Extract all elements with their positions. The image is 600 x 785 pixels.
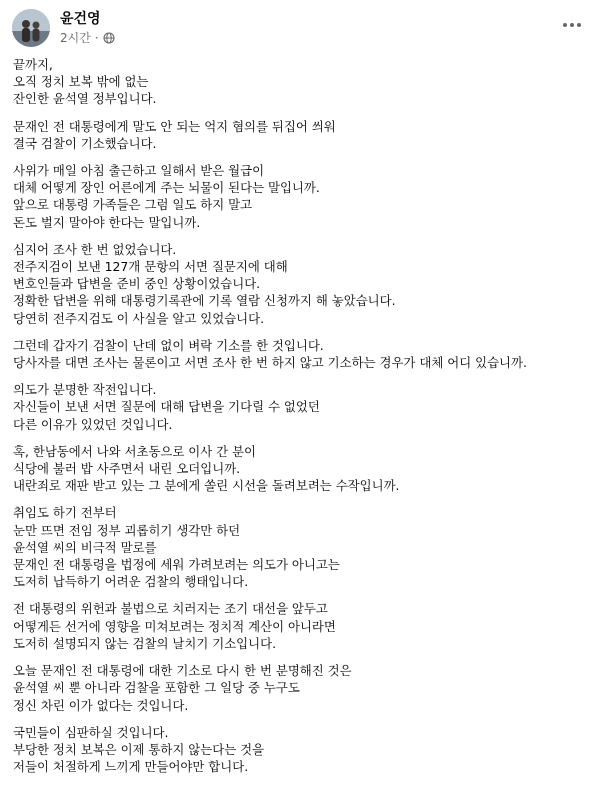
post-meta — [60, 30, 115, 46]
post-paragraph — [13, 241, 591, 327]
post-text-line: 변호인들과 답변을 준비 중인 상황이었습니다. — [13, 276, 261, 292]
post-text-line: 정확한 답변을 위해 대통령기록관에 기록 열람 신청까지 해 놓았습니다. — [13, 293, 396, 309]
post-text-line: 사위가 매일 아침 출근하고 일해서 받은 월급이 — [13, 163, 265, 179]
post-header — [12, 9, 588, 49]
post-text-line: 도저히 설명되지 않는 검찰의 날치기 기소입니다. — [13, 635, 277, 651]
post-text-line: 혹, 한남동에서 나와 서초동으로 이사 간 분이 — [13, 443, 257, 459]
post-text-line: 윤석열 씨의 비극적 말로를 — [13, 539, 157, 555]
post-text-line: 정신 차린 이가 없다는 것입니다. — [13, 697, 189, 713]
post-text-line: 윤석열 씨 뿐 아니라 검찰을 포함한 그 일당 중 누구도 — [13, 680, 300, 696]
post-text-line: 앞으로 대통령 가족들은 그럼 일도 하지 말고 — [13, 197, 253, 213]
post-paragraph — [13, 56, 591, 108]
post-text-line: 오직 정치 보복 밖에 없는 — [13, 74, 149, 90]
post-body — [13, 56, 591, 785]
post-text-line: 눈만 뜨면 전임 정부 괴롭히기 생각만 하던 — [13, 522, 241, 538]
post-text-line: 문재인 전 대통령을 법정에 세워 가려보려는 의도가 아니고는 — [13, 557, 340, 573]
post-paragraph — [13, 381, 591, 433]
post-text-line: 취임도 하기 전부터 — [13, 505, 117, 521]
post-text-line: 끝까지, — [13, 57, 53, 72]
post-text-line: 국민들이 심판하실 것입니다. — [13, 724, 169, 740]
post-text-line: 자신들이 보낸 서면 질문에 대해 답변을 기다릴 수 없었던 — [13, 399, 320, 415]
post-text-line: 그런데 갑자기 검찰이 난데 없이 벼락 기소를 한 것입니다. — [13, 337, 324, 353]
post-text-line: 대체 어떻게 장인 어른에게 주는 뇌물이 된다는 말입니까. — [13, 180, 320, 196]
more-options-button[interactable] — [558, 15, 586, 35]
post-time[interactable]: 2시간 — [60, 31, 91, 45]
author-name[interactable]: 윤건영 — [60, 11, 101, 27]
globe-icon — [103, 32, 115, 44]
post-paragraph — [13, 118, 591, 152]
post-text-line: 전주지검이 보낸 127개 문항의 서면 질문지에 대해 — [13, 259, 288, 275]
avatar-image — [12, 9, 50, 47]
post-text-line: 잔인한 윤석열 정부입니다. — [13, 91, 157, 107]
post-text-line: 전 대통령의 위헌과 불법으로 치러지는 조기 대선을 앞두고 — [13, 601, 328, 617]
post-paragraph — [13, 662, 591, 714]
more-horizontal-icon — [563, 23, 581, 27]
post-text-line: 도저히 납득하기 어려운 검찰의 행태입니다. — [13, 574, 249, 590]
post-text-line: 내란죄로 재판 받고 있는 그 분에게 쏠린 시선을 돌려보려는 수작입니까. — [13, 478, 400, 494]
post-paragraph — [13, 443, 591, 495]
post-paragraph — [13, 162, 591, 231]
post-text-line: 오늘 문재인 전 대통령에 대한 기소로 다시 한 번 분명해진 것은 — [13, 663, 352, 679]
post-text-line: 당사자를 대면 조사는 물론이고 서면 조사 한 번 하지 않고 기소하는 경우가 대체 어디 있습니까. — [13, 355, 527, 371]
post-text-line: 저들이 처절하게 느끼게 만들어야만 합니다. — [13, 759, 249, 775]
post-text-line: 다른 이유가 있었던 것입니다. — [13, 416, 173, 432]
post-text-line: 돈도 벌지 말아야 한다는 말입니까. — [13, 214, 201, 230]
post-text-line: 결국 검찰이 기소했습니다. — [13, 135, 157, 151]
post-text-line: 식당에 불러 밥 사주면서 내린 오더입니까. — [13, 461, 241, 477]
avatar[interactable] — [12, 9, 50, 47]
post-paragraph — [13, 337, 591, 371]
meta-separator: · — [94, 31, 99, 45]
post-text-line: 의도가 분명한 작전입니다. — [13, 382, 157, 398]
post-text-line: 어떻게든 선거에 영향을 미쳐보려는 정치적 계산이 아니라면 — [13, 618, 336, 634]
post-paragraph — [13, 504, 591, 590]
post-text-line: 심지어 조사 한 번 없었습니다. — [13, 241, 177, 257]
post-paragraph — [13, 600, 591, 652]
post-text-line: 당연히 전주지검도 이 사실을 알고 있었습니다. — [13, 310, 265, 326]
post-text-line: 문재인 전 대통령에게 말도 안 되는 억지 혐의를 뒤집어 씌워 — [13, 118, 336, 134]
post-text-line: 부당한 정치 보복은 이제 통하지 않는다는 것을 — [13, 741, 265, 757]
